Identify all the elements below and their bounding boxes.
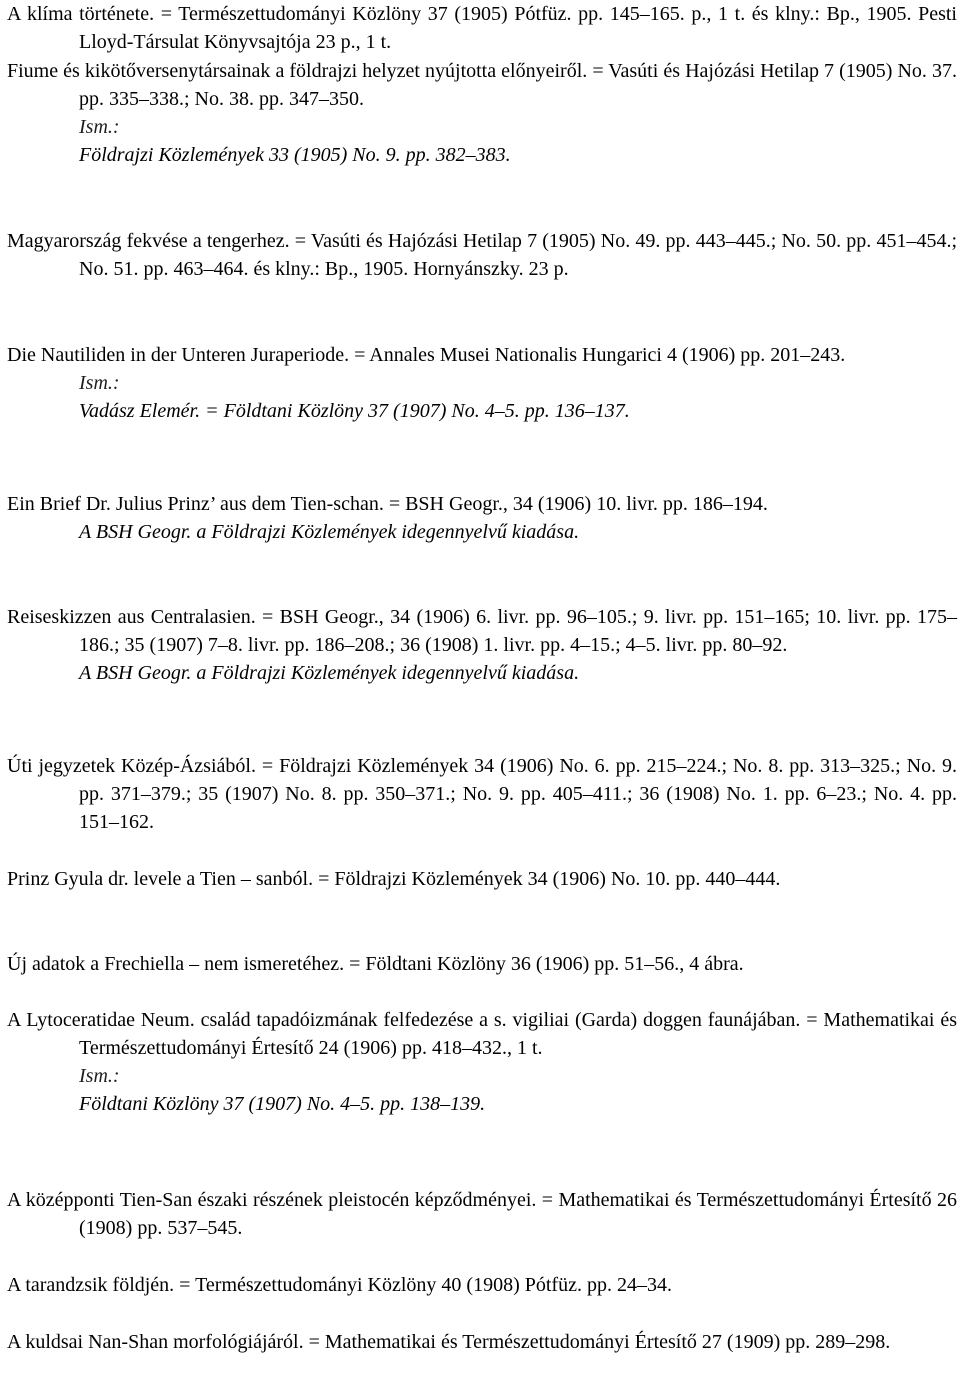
bib-entry-3	[7, 227, 957, 283]
bib-entry-4	[7, 341, 957, 425]
entry-citation: Ein Brief Dr. Julius Prinz’ aus dem Tien-schan. = BSH Geogr., 34 (1906) 10. livr. pp. 186–194.	[7, 493, 768, 515]
edition-note: A BSH Geogr. a Földrajzi Közlemények idegennyelvű kiadása.	[79, 521, 580, 543]
entry-citation: Die Nautiliden in der Unteren Juraperiode. = Annales Musei Nationalis Hungarici 4 (1906) pp. 201–243.	[7, 344, 846, 366]
bib-entry-2	[7, 57, 957, 169]
entry-citation: A kuldsai Nan-Shan morfológiájáról. = Mathematikai és Természettudományi Értesítő 27 (1909) pp. 289–298.	[7, 1331, 891, 1353]
entry-citation: A Lytoceratidae Neum. család tapadóizmának felfedezése a s. vigiliai (Garda) doggen faunájában. = Mathematikai és Természettudományi Értesítő 24 (1906) pp. 418–432., 1 t.	[7, 1009, 957, 1059]
review-citation: Földtani Közlöny 37 (1907) No. 4–5. pp. 138–139.	[79, 1093, 486, 1115]
entry-citation: Magyarország fekvése a tengerhez. = Vasúti és Hajózási Hetilap 7 (1905) No. 49. pp. 443–445.; No. 50. pp. 451–454.; No. 51. pp. 463–464. és klny.: Bp., 1905. Hornyánszky. 23 p.	[7, 230, 957, 280]
bib-entry-9	[7, 950, 957, 978]
bib-entry-5	[7, 490, 957, 546]
review-label: Ism.:	[79, 116, 120, 138]
bib-entry-7	[7, 752, 957, 836]
entry-citation: A középponti Tien-San északi részének pleistocén képződményei. = Mathematikai és Természettudományi Értesítő 26 (1908) pp. 537–545.	[7, 1189, 957, 1239]
bib-entry-6	[7, 603, 957, 687]
bib-entry-1	[7, 0, 957, 56]
review-label: Ism.:	[79, 1065, 120, 1087]
bib-entry-12	[7, 1271, 957, 1299]
review-citation: Földrajzi Közlemények 33 (1905) No. 9. pp. 382–383.	[79, 144, 511, 166]
review-label: Ism.:	[79, 372, 120, 394]
bib-entry-8	[7, 865, 957, 893]
entry-citation: Fiume és kikötőversenytársainak a földrajzi helyzet nyújtotta előnyeiről. = Vasúti és Hajózási Hetilap 7 (1905) No. 37. pp. 335–338.; No. 38. pp. 347–350.	[7, 60, 957, 110]
entry-citation: Reiseskizzen aus Centralasien. = BSH Geogr., 34 (1906) 6. livr. pp. 96–105.; 9. livr. pp. 151–165; 10. livr. pp. 175–186.; 35 (1907) 7–8. livr. pp. 186–208.; 36 (1908) 1. livr. pp. 4–15.; 4–5. livr. pp. 80–92.	[7, 606, 957, 656]
entry-citation: Prinz Gyula dr. levele a Tien – sanból. = Földrajzi Közlemények 34 (1906) No. 10. pp. 440–444.	[7, 868, 781, 890]
bib-entry-11	[7, 1186, 957, 1242]
bib-entry-10	[7, 1006, 957, 1118]
review-note	[7, 1062, 957, 1118]
bib-entry-13	[7, 1328, 957, 1356]
entry-citation: A klíma története. = Természettudományi Közlöny 37 (1905) Pótfüz. pp. 145–165. p., 1 t. és klny.: Bp., 1905. Pesti Lloyd-Társulat Könyvsajtója 23 p., 1 t.	[7, 3, 957, 53]
review-note	[7, 369, 957, 425]
review-note	[7, 113, 957, 169]
entry-citation: Új adatok a Frechiella – nem ismeretéhez. = Földtani Közlöny 36 (1906) pp. 51–56., 4 ábra.	[7, 953, 744, 975]
entry-citation: Úti jegyzetek Közép-Ázsiából. = Földrajzi Közlemények 34 (1906) No. 6. pp. 215–224.; No. 8. pp. 313–325.; No. 9. pp. 371–379.; 35 (1907) No. 8. pp. 350–371.; No. 9. pp. 405–411.; 36 (1908) No. 1. pp. 6–23.; No. 4. pp. 151–162.	[7, 755, 957, 833]
edition-note: A BSH Geogr. a Földrajzi Közlemények idegennyelvű kiadása.	[79, 662, 580, 684]
review-citation: Vadász Elemér. = Földtani Közlöny 37 (1907) No. 4–5. pp. 136–137.	[79, 400, 630, 422]
entry-citation: A tarandzsik földjén. = Természettudományi Közlöny 40 (1908) Pótfüz. pp. 24–34.	[7, 1274, 672, 1296]
